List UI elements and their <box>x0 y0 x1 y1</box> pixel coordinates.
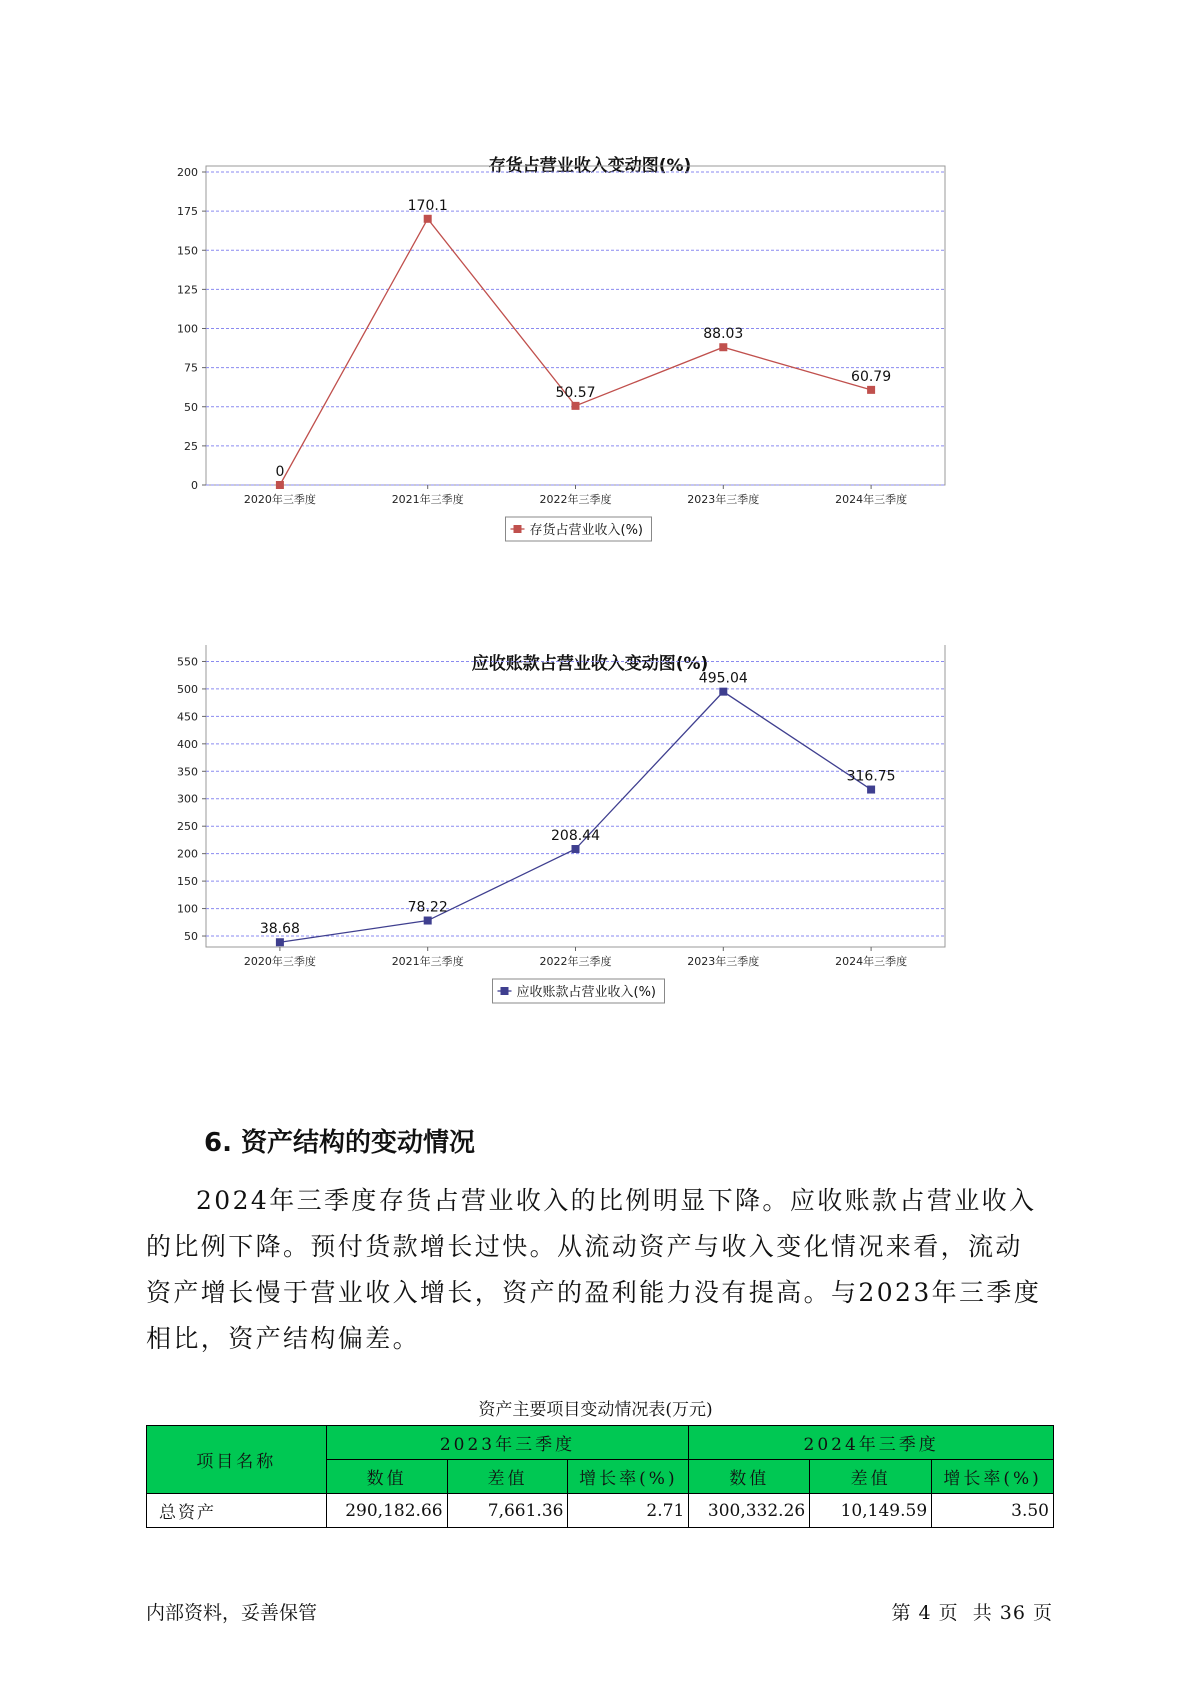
x-tick-label: 2024年三季度 <box>835 955 908 968</box>
table-cell: 7,661.36 <box>447 1494 568 1528</box>
y-tick-label: 100 <box>177 902 198 916</box>
footer-page-number: 第 4 页 共 36 页 <box>891 1602 1053 1624</box>
section-heading: 6. 资产结构的变动情况 <box>204 1128 476 1158</box>
footer-confidential: 内部资料，妥善保管 <box>146 1602 318 1624</box>
y-tick-label: 75 <box>184 361 198 375</box>
y-tick-label: 175 <box>177 205 198 219</box>
period2-header: 2024年三季度 <box>689 1426 1054 1460</box>
x-tick-label: 2022年三季度 <box>539 493 612 506</box>
data-label: 88.03 <box>703 326 744 343</box>
y-tick-label: 300 <box>177 792 198 806</box>
data-label: 0 <box>275 464 285 480</box>
series-line <box>280 219 871 485</box>
data-point <box>424 917 432 925</box>
y-tick-label: 125 <box>177 283 198 297</box>
receivables-chart-svg <box>140 645 1040 1085</box>
data-label: 208.44 <box>551 828 600 845</box>
data-point <box>867 786 875 794</box>
y-tick-label: 250 <box>177 820 198 834</box>
legend-marker <box>501 987 509 995</box>
legend-marker <box>514 525 522 533</box>
table-cell: 290,182.66 <box>326 1494 447 1528</box>
table-caption: 资产主要项目变动情况表(万元) <box>478 1400 713 1420</box>
inventory-chart-svg <box>140 145 1040 585</box>
section-paragraph: 2024年三季度存货占营业收入的比例明显下降。应收账款占营业收入的比例下降。预付货款增长过快。从流动资产与收入变化情况来看，流动资产增长慢于营业收入增长，资产的盈利能力没有提高。与2023年三季度相比，资产结构偏差。 <box>146 1186 1042 1353</box>
data-label: 495.04 <box>698 670 748 687</box>
data-point <box>276 938 284 946</box>
table-cell: 10,149.59 <box>810 1494 932 1528</box>
y-tick-label: 200 <box>177 166 198 179</box>
period1-header: 2023年三季度 <box>326 1426 689 1460</box>
sub-header-diff: 差值 <box>810 1460 932 1494</box>
data-point <box>719 343 727 351</box>
y-tick-label: 150 <box>177 244 198 258</box>
data-label: 78.22 <box>407 899 448 916</box>
sub-header-diff: 差值 <box>447 1460 568 1494</box>
data-point <box>424 215 432 223</box>
y-tick-label: 100 <box>177 322 198 336</box>
table-cell: 3.50 <box>932 1494 1054 1528</box>
y-tick-label: 50 <box>184 400 198 414</box>
item-name-header: 项目名称 <box>147 1426 327 1494</box>
data-label: 316.75 <box>846 768 896 785</box>
x-tick-label: 2020年三季度 <box>243 493 316 506</box>
x-tick-label: 2024年三季度 <box>835 493 908 506</box>
y-tick-label: 450 <box>177 710 198 724</box>
receivables-chart-title: 应收账款占营业收入变动图(%) <box>471 654 709 674</box>
table-row <box>147 1494 1054 1528</box>
data-point <box>276 481 284 489</box>
data-point <box>572 845 580 853</box>
y-tick-label: 500 <box>177 682 198 696</box>
data-point <box>867 386 875 394</box>
row-name: 总资产 <box>147 1494 327 1528</box>
x-tick-label: 2021年三季度 <box>391 493 464 506</box>
y-tick-label: 50 <box>184 930 198 944</box>
x-tick-label: 2022年三季度 <box>539 955 612 968</box>
table-cell: 300,332.26 <box>689 1494 810 1528</box>
y-tick-label: 25 <box>184 439 198 453</box>
plot-frame <box>206 645 945 947</box>
sub-header-value: 数值 <box>326 1460 447 1494</box>
legend-label: 应收账款占营业收入(%) <box>516 985 656 1000</box>
y-tick-label: 200 <box>177 847 198 861</box>
sub-header-growth: 增长率(%) <box>568 1460 689 1494</box>
receivables-chart <box>140 645 1040 1085</box>
data-label: 38.68 <box>259 921 300 938</box>
x-tick-label: 2020年三季度 <box>243 955 316 968</box>
table-header-row <box>147 1426 1054 1460</box>
data-point <box>572 402 580 410</box>
y-tick-label: 550 <box>177 655 198 669</box>
inventory-chart <box>140 145 1040 585</box>
sub-header-value: 数值 <box>689 1460 810 1494</box>
asset-table <box>146 1425 1054 1528</box>
data-point <box>719 688 727 696</box>
legend-label: 存货占营业收入(%) <box>529 523 643 538</box>
y-tick-label: 0 <box>191 479 198 492</box>
series-line <box>280 692 871 943</box>
y-tick-label: 400 <box>177 737 198 751</box>
inventory-chart-title: 存货占营业收入变动图(%) <box>488 156 692 176</box>
x-tick-label: 2021年三季度 <box>391 955 464 968</box>
plot-frame <box>206 166 945 485</box>
sub-header-growth: 增长率(%) <box>932 1460 1054 1494</box>
data-label: 50.57 <box>555 384 596 401</box>
x-tick-label: 2023年三季度 <box>687 493 760 506</box>
y-tick-label: 150 <box>177 875 198 889</box>
table-cell: 2.71 <box>568 1494 689 1528</box>
data-label: 170.1 <box>407 197 448 214</box>
y-tick-label: 350 <box>177 765 198 779</box>
x-tick-label: 2023年三季度 <box>687 955 760 968</box>
data-label: 60.79 <box>851 368 892 385</box>
